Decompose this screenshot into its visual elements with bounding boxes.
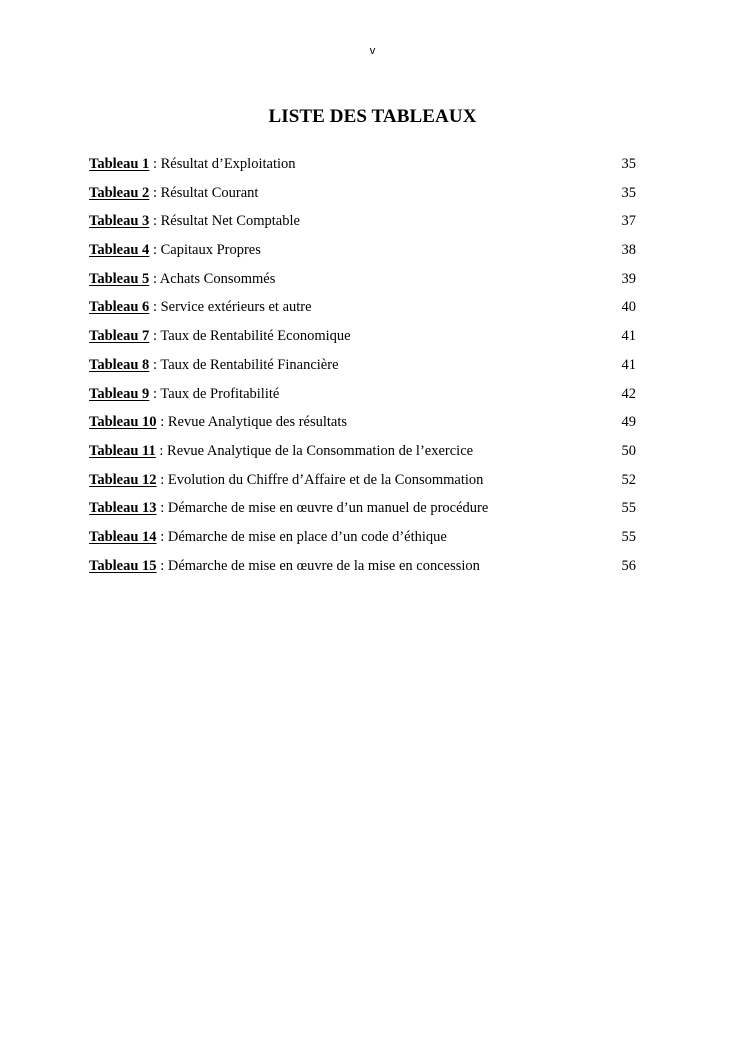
- entry-label: Tableau 6: [89, 299, 150, 316]
- entry-caption: Taux de Profitabilité: [160, 385, 280, 402]
- entry-label: Tableau 13: [89, 500, 157, 517]
- entry-separator: :: [149, 242, 161, 259]
- entry-caption: Résultat Net Comptable: [160, 213, 300, 230]
- entry-caption: Démarche de mise en œuvre d’un manuel de procédure: [167, 500, 489, 517]
- toc-entry-8[interactable]: [89, 357, 636, 386]
- entry-label: Tableau 1: [89, 156, 150, 172]
- table-of-tables: [89, 156, 636, 586]
- toc-entry-12[interactable]: [89, 472, 636, 501]
- entry-caption: Résultat Courant: [160, 184, 259, 201]
- entry-label: Tableau 4: [89, 242, 150, 259]
- toc-entry-4[interactable]: [89, 242, 636, 271]
- toc-entry-7[interactable]: [89, 328, 636, 357]
- entry-separator: :: [156, 528, 168, 545]
- entry-page-number: 41: [621, 356, 636, 373]
- toc-entry-13[interactable]: [89, 500, 636, 529]
- entry-label: Tableau 8: [89, 356, 150, 373]
- entry-separator: :: [149, 213, 161, 230]
- entry-separator: :: [149, 385, 161, 402]
- entry-caption: Résultat d’Exploitation: [160, 156, 296, 172]
- toc-entry-1[interactable]: [89, 156, 636, 185]
- entry-separator: :: [149, 270, 160, 287]
- entry-separator: :: [149, 156, 161, 172]
- entry-separator: :: [156, 500, 168, 517]
- entry-page-number: 37: [621, 213, 636, 230]
- entry-page-number: 52: [621, 471, 636, 488]
- entry-page-number: 42: [621, 385, 636, 402]
- entry-caption: Revue Analytique des résultats: [167, 414, 348, 431]
- page-number: v: [369, 45, 376, 57]
- entry-caption: Capitaux Propres: [160, 242, 261, 259]
- entry-page-number: 56: [621, 557, 636, 574]
- entry-page-number: 55: [621, 528, 636, 545]
- toc-entry-9[interactable]: [89, 386, 636, 415]
- toc-entry-3[interactable]: [89, 213, 636, 242]
- entry-label: Tableau 9: [89, 385, 150, 402]
- toc-entry-14[interactable]: [89, 529, 636, 558]
- entry-caption: Démarche de mise en place d’un code d’éthique: [167, 528, 447, 545]
- entry-separator: :: [149, 328, 161, 345]
- entry-separator: :: [156, 557, 168, 574]
- entry-page-number: 39: [621, 270, 636, 287]
- entry-caption: Démarche de mise en œuvre de la mise en concession: [167, 557, 480, 574]
- entry-caption: Taux de Rentabilité Financière: [160, 356, 339, 373]
- toc-entry-5[interactable]: [89, 271, 636, 300]
- entry-label: Tableau 3: [89, 213, 150, 230]
- entry-page-number: 40: [621, 299, 636, 316]
- entry-separator: :: [149, 356, 161, 373]
- toc-entry-6[interactable]: [89, 299, 636, 328]
- entry-page-number: 50: [621, 442, 636, 459]
- toc-entry-2[interactable]: [89, 185, 636, 214]
- entry-label: Tableau 11: [89, 442, 156, 459]
- entry-page-number: 35: [621, 184, 636, 201]
- entry-separator: :: [156, 471, 168, 488]
- entry-caption: Achats Consommés: [159, 270, 276, 287]
- toc-entry-15[interactable]: [89, 558, 636, 587]
- entry-separator: :: [156, 414, 168, 431]
- entry-page-number: 55: [621, 500, 636, 517]
- entry-separator: :: [149, 299, 161, 316]
- entry-page-number: 35: [621, 156, 636, 172]
- page-title: LISTE DES TABLEAUX: [268, 106, 477, 127]
- entry-caption: Taux de Rentabilité Economique: [160, 328, 351, 345]
- entry-label: Tableau 7: [89, 328, 150, 345]
- toc-entry-10[interactable]: [89, 414, 636, 443]
- entry-label: Tableau 14: [89, 528, 157, 545]
- entry-label: Tableau 10: [89, 414, 157, 431]
- entry-label: Tableau 5: [89, 270, 150, 287]
- entry-page-number: 49: [621, 414, 636, 431]
- entry-label: Tableau 12: [89, 471, 157, 488]
- entry-label: Tableau 15: [89, 557, 157, 574]
- entry-separator: :: [155, 442, 168, 459]
- entry-label: Tableau 2: [89, 184, 150, 201]
- entry-separator: :: [149, 184, 161, 201]
- entry-page-number: 41: [621, 328, 636, 345]
- toc-entry-11[interactable]: [89, 443, 636, 472]
- entry-caption: Revue Analytique de la Consommation de l’exercice: [167, 442, 474, 459]
- entry-caption: Service extérieurs et autre: [160, 299, 312, 316]
- entry-caption: Evolution du Chiffre d’Affaire et de la Consommation: [167, 471, 484, 488]
- entry-page-number: 38: [621, 242, 636, 259]
